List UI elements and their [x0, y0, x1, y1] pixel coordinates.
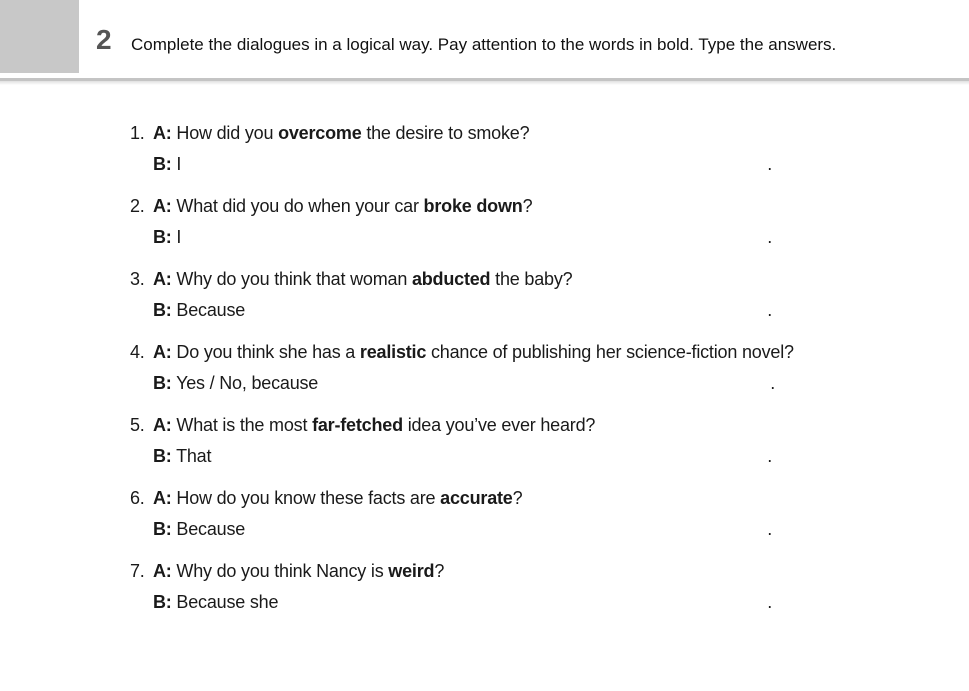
- bold-keyword: accurate: [440, 488, 513, 508]
- dialogue-item-6: [130, 483, 790, 556]
- exercise-header: [0, 0, 969, 80]
- dialogue-question: [130, 191, 532, 221]
- answer-line[interactable]: [130, 441, 772, 471]
- answer-line[interactable]: [130, 222, 772, 252]
- answer-start: Because: [176, 300, 246, 320]
- answer-end-dot: .: [770, 373, 775, 393]
- question-text-pre: What is the most: [176, 415, 313, 435]
- question-text-pre: Why do you think that woman: [176, 269, 412, 289]
- question-text-pre: Why do you think Nancy is: [176, 561, 389, 581]
- speaker-a-label: A:: [153, 196, 172, 216]
- dialogue-question: [130, 264, 572, 294]
- dialogue-question: [130, 410, 595, 440]
- speaker-b-label: B:: [153, 519, 172, 539]
- answer-end-dot: .: [767, 154, 772, 174]
- question-text-pre: How do you know these facts are: [176, 488, 441, 508]
- answer-end-dot: .: [767, 519, 772, 539]
- answer-line[interactable]: [130, 368, 775, 398]
- dialogue-item-2: [130, 191, 790, 264]
- answer-start: I: [176, 154, 182, 174]
- question-text-pre: What did you do when your car: [176, 196, 424, 216]
- answer-start: Because she: [176, 592, 279, 612]
- dialogue-item-4: [130, 337, 794, 410]
- question-text-post: the desire to smoke?: [361, 123, 530, 143]
- item-number: 2.: [130, 196, 145, 216]
- dialogue-list: [130, 118, 794, 629]
- dialogue-question: [130, 556, 444, 586]
- answer-start: That: [176, 446, 212, 466]
- answer-start: Because: [176, 519, 246, 539]
- header-tab: [0, 0, 79, 73]
- speaker-a-label: A:: [153, 123, 172, 143]
- question-text-pre: How did you: [176, 123, 279, 143]
- answer-start: Yes / No, because: [176, 373, 319, 393]
- header-divider-shadow: [0, 81, 969, 85]
- question-text-post: idea you’ve ever heard?: [402, 415, 596, 435]
- answer-end-dot: .: [767, 446, 772, 466]
- bold-keyword: overcome: [278, 123, 362, 143]
- exercise-number: 2: [96, 24, 112, 55]
- item-number: 5.: [130, 415, 145, 435]
- dialogue-question: [130, 483, 522, 513]
- question-text-pre: Do you think she has a: [176, 342, 360, 362]
- question-text-post: the baby?: [490, 269, 573, 289]
- answer-line[interactable]: [130, 295, 772, 325]
- question-text-post: ?: [434, 561, 445, 581]
- question-text-post: ?: [512, 488, 523, 508]
- speaker-a-label: A:: [153, 342, 172, 362]
- item-number: 4.: [130, 342, 145, 362]
- dialogue-item-1: [130, 118, 790, 191]
- bold-keyword: abducted: [411, 269, 491, 289]
- answer-start: I: [176, 227, 182, 247]
- bold-keyword: weird: [388, 561, 435, 581]
- item-number: 3.: [130, 269, 145, 289]
- answer-end-dot: .: [767, 300, 772, 320]
- speaker-a-label: A:: [153, 269, 172, 289]
- dialogue-item-7: [130, 556, 790, 629]
- item-number: 1.: [130, 123, 145, 143]
- dialogue-question: [130, 118, 529, 148]
- speaker-b-label: B:: [153, 300, 172, 320]
- bold-keyword: far-fetched: [312, 415, 403, 435]
- speaker-b-label: B:: [153, 592, 172, 612]
- speaker-b-label: B:: [153, 227, 172, 247]
- question-text-post: chance of publishing her science-fiction novel?: [426, 342, 794, 362]
- speaker-a-label: A:: [153, 488, 172, 508]
- bold-keyword: realistic: [359, 342, 427, 362]
- speaker-b-label: B:: [153, 373, 172, 393]
- speaker-b-label: B:: [153, 154, 172, 174]
- answer-line[interactable]: [130, 514, 772, 544]
- question-text-post: ?: [522, 196, 533, 216]
- item-number: 6.: [130, 488, 145, 508]
- answer-end-dot: .: [767, 227, 772, 247]
- dialogue-question: [130, 337, 794, 367]
- answer-line[interactable]: [130, 149, 772, 179]
- bold-keyword: broke down: [423, 196, 523, 216]
- speaker-b-label: B:: [153, 446, 172, 466]
- item-number: 7.: [130, 561, 145, 581]
- dialogue-item-5: [130, 410, 790, 483]
- dialogue-item-3: [130, 264, 790, 337]
- answer-end-dot: .: [767, 592, 772, 612]
- exercise-instruction: Complete the dialogues in a logical way. Pay attention to the words in bold. Type the answers.: [131, 35, 837, 54]
- answer-line[interactable]: [130, 587, 772, 617]
- speaker-a-label: A:: [153, 561, 172, 581]
- speaker-a-label: A:: [153, 415, 172, 435]
